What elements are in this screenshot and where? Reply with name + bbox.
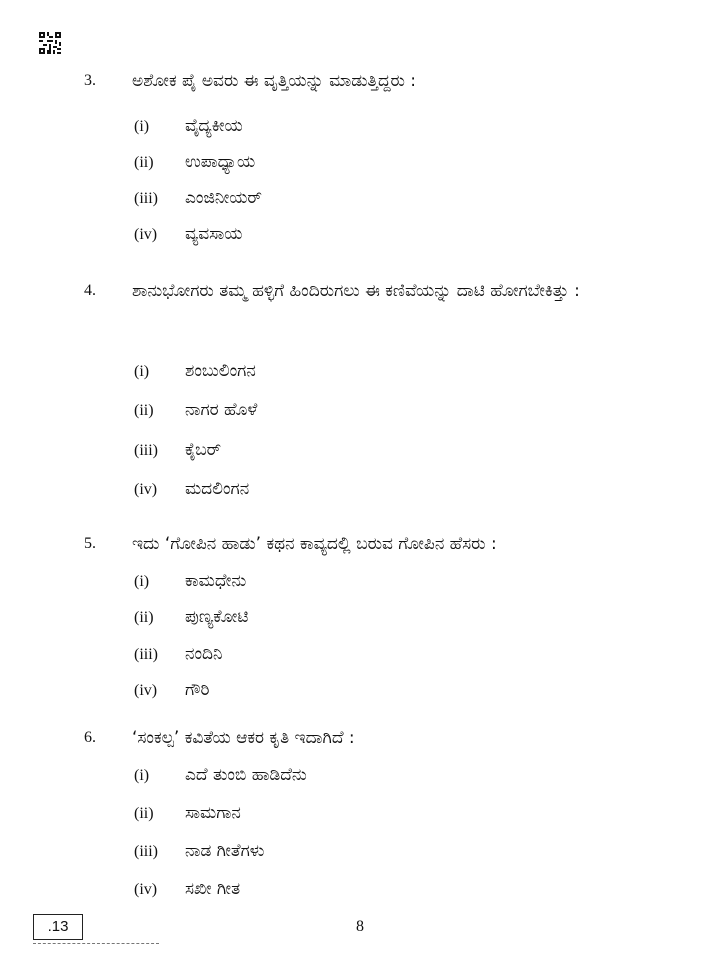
option-text: ನಂದಿನಿ — [185, 644, 223, 664]
option-label: (iv) — [134, 481, 158, 498]
question-text: ಶಾನುಭೋಗರು ತಮ್ಮ ಹಳ್ಳಿಗೆ ಹಿಂದಿರುಗಲು ಈ ಕಣಿವೆಯನ್ನು ದಾಟಿ ಹೋಗಬೇಕಿತ್ತು : — [132, 281, 580, 301]
option-item — [134, 879, 654, 903]
option-item — [134, 188, 654, 212]
option-text: ಕೈಬರ್ — [185, 440, 222, 460]
option-text: ಮದಲಿಂಗನ — [185, 479, 250, 499]
option-text: ಶಂಬುಲಿಂಗನ — [185, 361, 256, 381]
option-text: ಪುಣ್ಯಕೋಟಿ — [185, 607, 249, 627]
question-number: 5. — [84, 535, 96, 552]
option-label: (iv) — [134, 682, 158, 699]
option-item — [134, 224, 654, 248]
paper-code-box: .13 — [33, 914, 83, 940]
option-label: (i) — [134, 118, 150, 135]
option-text: ಕಾಮಧೇನು — [185, 571, 247, 591]
option-text: ನಾಡ ಗೀತೆಗಳು — [185, 841, 265, 861]
option-text: ಎಂಜಿನೀಯರ್ — [185, 188, 262, 208]
option-item — [134, 440, 654, 464]
option-item — [134, 607, 654, 631]
question-text: ಇದು ‘ಗೋಪಿನ ಹಾಡು’ ಕಥನ ಕಾವ್ಯದಲ್ಲಿ ಬರುವ ಗೋಪಿನ ಹೆಸರು : — [132, 534, 497, 554]
option-label: (ii) — [134, 402, 154, 419]
option-item — [134, 116, 654, 140]
option-item — [134, 571, 654, 595]
option-label: (iv) — [134, 226, 158, 243]
option-text: ವ್ಯವಸಾಯ — [185, 224, 243, 244]
option-item — [134, 765, 654, 789]
option-label: (ii) — [134, 805, 154, 822]
option-label: (ii) — [134, 609, 154, 626]
option-label: (iii) — [134, 843, 158, 860]
option-text: ಸಖೀ ಗೀತ — [185, 879, 241, 899]
option-label: (i) — [134, 573, 150, 590]
option-item — [134, 479, 654, 503]
option-item — [134, 361, 654, 385]
question-text: ಅಶೋಕ ಪೈ ಅವರು ಈ ವೃತ್ತಿಯನ್ನು ಮಾಡುತ್ತಿದ್ದರು : — [132, 71, 417, 91]
option-item — [134, 841, 654, 865]
question-number: 6. — [84, 729, 96, 746]
option-label: (iii) — [134, 646, 158, 663]
question-text: ‘ಸಂಕಲ್ಪ’ ಕವಿತೆಯ ಆಕರ ಕೃತಿ ಇದಾಗಿದೆ : — [132, 728, 355, 748]
page-number: 8 — [356, 918, 364, 935]
option-label: (iv) — [134, 881, 158, 898]
qr-code-icon — [39, 32, 61, 54]
option-label: (iii) — [134, 442, 158, 459]
option-text: ವೈದ್ಯಕೀಯ — [185, 116, 243, 136]
option-label: (iii) — [134, 190, 158, 207]
option-item — [134, 152, 654, 176]
question-number: 3. — [84, 72, 96, 89]
option-item — [134, 400, 654, 424]
option-item — [134, 644, 654, 668]
option-item — [134, 803, 654, 827]
option-text: ನಾಗರ ಹೊಳೆ — [185, 400, 258, 420]
option-text: ಉಪಾಧ್ಯಾಯ — [185, 152, 256, 172]
option-label: (i) — [134, 363, 150, 380]
option-text: ಸಾಮಗಾನ — [185, 803, 241, 823]
option-item — [134, 680, 654, 704]
footer-divider — [33, 943, 159, 944]
option-text: ಎದೆ ತುಂಬಿ ಹಾಡಿದೆನು — [185, 765, 307, 785]
option-text: ಗೌರಿ — [185, 680, 210, 700]
option-label: (i) — [134, 767, 150, 784]
option-label: (ii) — [134, 154, 154, 171]
question-number: 4. — [84, 282, 96, 299]
